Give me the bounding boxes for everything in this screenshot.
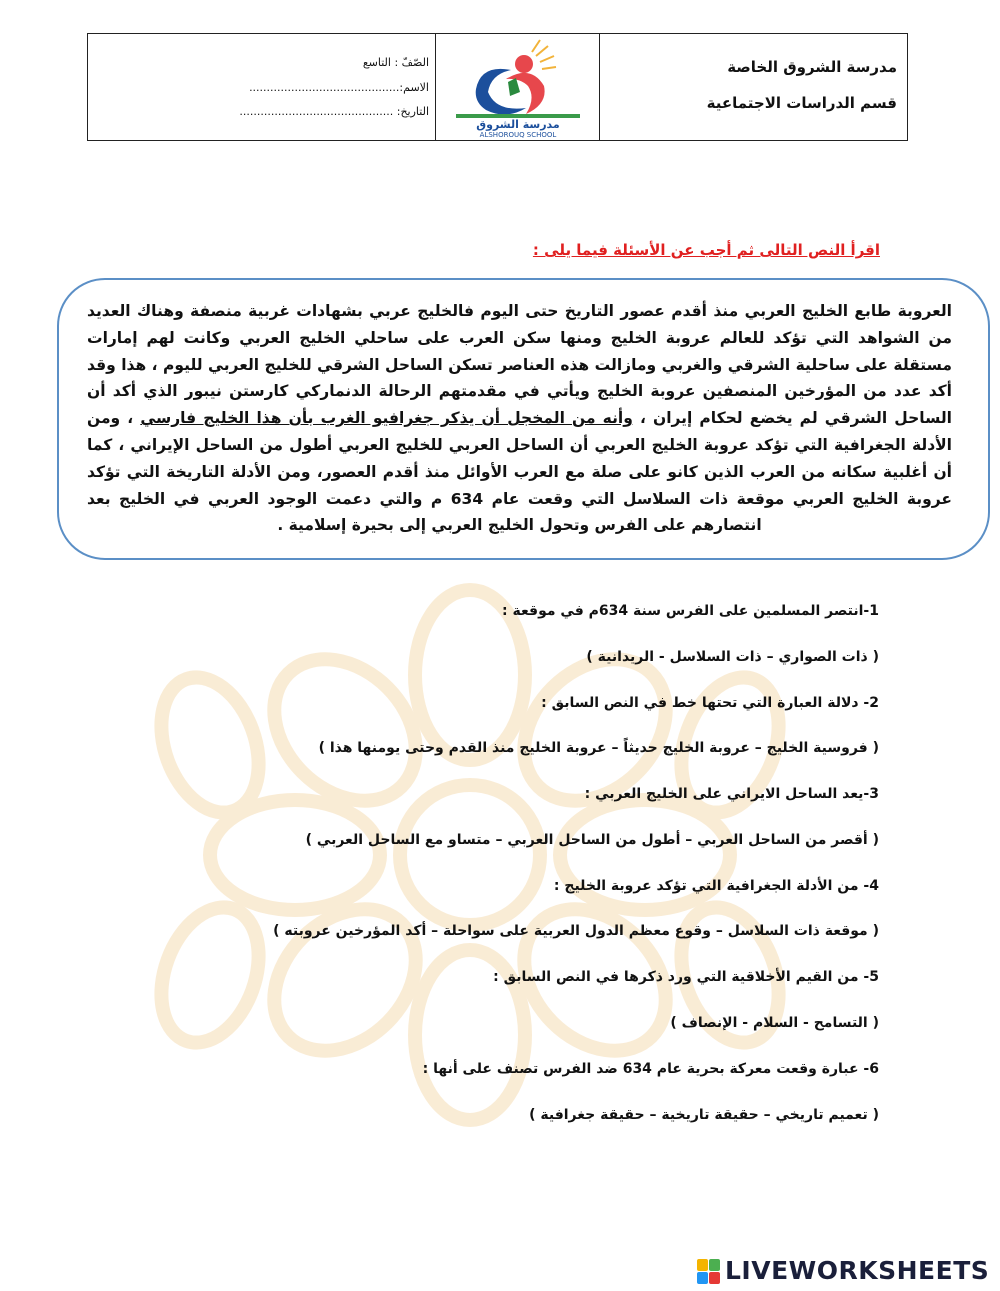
passage-part-2: ، ومن الأدلة الجغرافية التي تؤكد عروبة الخليج العربي أن الساحل العربي للخليج العربي أطول من الساحل الإيراني ، كما أن أغلبية سكانه من العرب الذين كانو على صلة مع العرب الأوائل منذ أقدم العصور، ومن الأدلة التاريخة التي تؤكد عروبة الخليج العربي موقعة ذات السلاسل التي وقعت عام 634 م والتي دعمت الوجود العربي في الخليج بعد انتصارهم على الفرس وتحول الخليج العربي إلى بحيرة إسلامية . <box>87 409 952 535</box>
question-3-options[interactable]: ( أقصر من الساحل العربي – أطول من الساحل العربي – متساو مع الساحل العربي ) <box>305 832 879 848</box>
school-name: مدرسة الشروق الخاصة <box>727 58 897 76</box>
passage-part-1: العروبة طابع الخليج العربي منذ أقدم عصور التاريخ حتى اليوم فالخليج عربي بشهادات غربية منصفة وهناك العديد من الشواهد التي تؤكد للعالم عروبة الخليج ومنها سكن العرب على ساحلي الخليج العربي وكانت لهم إمارات مستقلة على ساحلية الشرقي والغربي ومازالت هذه العناصر تسكن الساحل الشرقي للخليج العربي لليوم ، هذا وقد أكد عدد من المؤرخين المنصفين عروبة الخليج ويأتي في مقدمتهم الرحالة الدنماركي كارستن نيبور الذي أكد أن الساحل الشرقي لم يخضع لحكام إيران ، <box>87 302 952 428</box>
question-2: 2- دلالة العبارة التي تحتها خط في النص السابق : <box>541 695 879 711</box>
passage-underlined: وأنه من المخجل أن يذكر جغرافيو الغرب بأن هذا الخليج فارسي <box>140 409 633 428</box>
instruction-text: اقرأ النص التالى ثم أجب عن الأسئلة فيما يلى : <box>532 241 880 259</box>
department-name: قسم الدراسات الاجتماعية <box>706 94 897 112</box>
question-1: 1-انتصر المسلمين على الفرس سنة 634م في موقعة : <box>502 603 879 619</box>
logo-english-text: ALSHOROUQ SCHOOL <box>479 131 557 139</box>
question-4-options[interactable]: ( موقعة ذات السلاسل – وقوع معظم الدول العربية على سواحلة – أكد المؤرخين عروبته ) <box>273 923 879 939</box>
question-3: 3-يعد الساحل الايراني على الخليج العربي : <box>584 786 879 802</box>
passage-box <box>57 278 990 560</box>
question-1-options[interactable]: ( ذات الصواري – ذات السلاسل - الريدانية ) <box>586 649 879 665</box>
question-6-options[interactable]: ( تعميم تاريخي – حقيقة تاريخية – حقيقة جغرافية ) <box>529 1107 879 1123</box>
school-logo-icon <box>436 34 600 140</box>
name-field[interactable]: الاسم:........................................... <box>249 81 429 94</box>
logo-cell <box>436 34 600 140</box>
class-label: الصّفّ : التاسع <box>362 56 429 69</box>
logo-arabic-text: مدرسة الشروق <box>476 118 560 131</box>
question-6: 6- عبارة وقعت معركة بحرية عام 634 ضد الفرس تصنف على أنها : <box>422 1061 879 1077</box>
school-info-cell <box>599 34 907 140</box>
header-table <box>87 33 908 141</box>
liveworksheets-brand: LIVEWORKSHEETS <box>725 1256 990 1285</box>
question-2-options[interactable]: ( فروسية الخليج – عروبة الخليج حديثاً – عروبة الخليج منذ القدم وحتى يومنها هذا ) <box>318 740 879 756</box>
question-4: 4- من الأدلة الجغرافية التي تؤكد عروبة الخليج : <box>553 878 879 894</box>
student-info-cell <box>88 34 436 140</box>
date-field[interactable]: التاريخ: ............................................ <box>239 105 429 118</box>
liveworksheets-icon <box>697 1259 721 1285</box>
passage-text <box>87 298 952 539</box>
question-5-options[interactable]: ( التسامح - السلام - الإنصاف ) <box>670 1015 879 1031</box>
question-5: 5- من القيم الأخلاقية التي ورد ذكرها في النص السابق : <box>493 969 879 985</box>
